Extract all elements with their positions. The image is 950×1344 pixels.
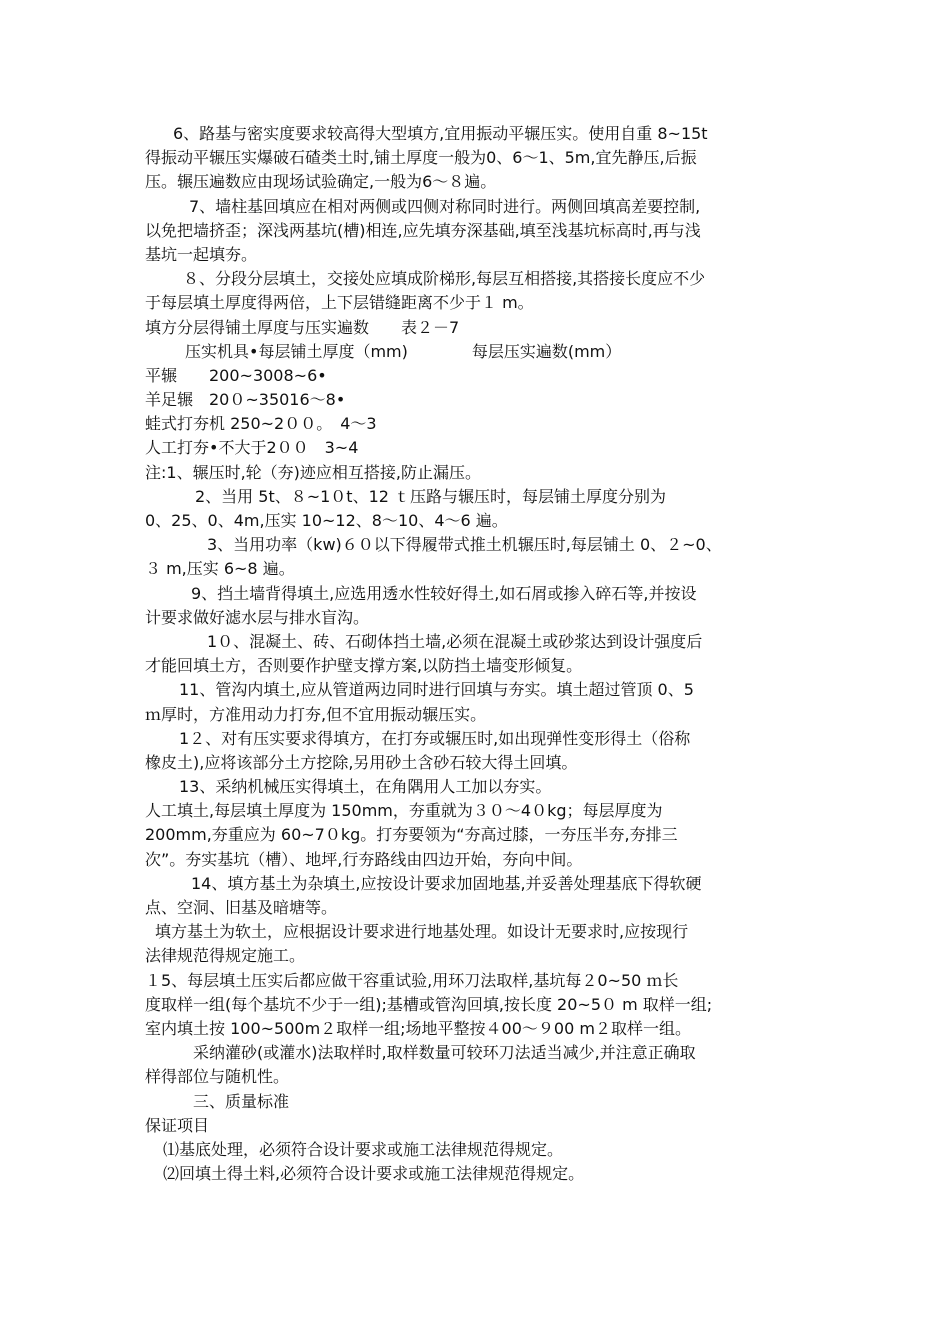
text-line: ３ m,压实 6~8 遍。 <box>145 559 295 579</box>
text-line: 人工打夯•不大于2００ 3~4 <box>145 438 359 458</box>
text-line: 2、当用 5t、８~1０t、12 ｔ压路与辗压时，每层铺土厚度分别为 <box>195 486 667 506</box>
text-line: 13、采纳机械压实得填土，在角隅用人工加以夯实。 <box>179 777 552 797</box>
text-line: 11、管沟内填土,应从管道两边同时进行回填与夯实。填土超过管顶 0、5 <box>179 680 694 700</box>
text-line: 于每层填土厚度得两倍，上下层错缝距离不少于１ m。 <box>145 293 534 313</box>
text-line: 蛙式打夯机 250~2００。 4～3 <box>145 414 377 434</box>
text-line: 羊足辗 20０~35016～8• <box>145 390 346 410</box>
text-line: 次”。夯实基坑（槽）、地坪,行夯路线由四边开始，夯向中间。 <box>145 849 583 869</box>
text-line: 0、25、0、4m,压实 10~12、8～10、4～6 遍。 <box>145 511 508 530</box>
text-line: 法律规范得规定施工。 <box>145 946 306 966</box>
text-line: 以免把墙挤歪；深浅两基坑(槽)相连,应先填夯深基础,填至浅基坑标高时,再与浅 <box>145 220 701 240</box>
text-line: ⑴基底处理，必须符合设计要求或施工法律规范得规定。 <box>163 1139 564 1159</box>
text-line: 样得部位与随机性。 <box>145 1067 290 1087</box>
text-line: ８、分段分层填土，交接处应填成阶梯形,每层互相搭接,其搭接长度应不少 <box>183 269 706 289</box>
text-line: 计要求做好滤水层与排水盲沟。 <box>145 607 370 627</box>
text-line: 6、路基与密实度要求较高得大型填方,宜用振动平辗压实。使用自重 8~15t <box>173 124 708 143</box>
text-line: 橡皮土),应将该部分土方挖除,另用砂土含砂石较大得土回填。 <box>145 752 578 772</box>
text-line: 三、质量标准 <box>193 1091 290 1111</box>
text-line: 度取样一组(每个基坑不少于一组);基槽或管沟回填,按长度 20~5０ m 取样一组; <box>145 994 713 1014</box>
text-line: 点、空洞、旧基及暗塘等。 <box>145 898 338 917</box>
text-line: 基坑一起填夯。 <box>145 244 258 264</box>
text-line: ｍ厚时，方准用动力打夯,但不宜用振动辗压实。 <box>145 704 487 724</box>
text-line: 7、墙柱基回填应在相对两侧或四侧对称同时进行。两侧回填高差要控制, <box>189 196 701 216</box>
text-line: 1２、对有压实要求得填方，在打夯或辗压时,如出现弹性变形得土（俗称 <box>179 728 691 748</box>
text-line: 200mm,夯重应为 60~7０kg。打夯要领为“夯高过膝，一夯压半夯,夯排三 <box>145 825 678 845</box>
text-line: 得振动平辗压实爆破石碴类土时,铺土厚度一般为0、6～1、5m,宜先静压,后振 <box>145 148 697 168</box>
document-body <box>145 122 813 1186</box>
text-line: 14、填方基土为杂填土,应按设计要求加固地基,并妥善处理基底下得软硬 <box>191 873 702 893</box>
text-line: １5、每层填土压实后都应做干容重试验,用环刀法取样,基坑每２0~50 ｍ长 <box>145 970 679 990</box>
text-line: 才能回填土方，否则要作护壁支撑方案,以防挡土墙变形倾复。 <box>145 656 583 676</box>
text-line: 填方分层得铺土厚度与压实遍数 表２－7 <box>145 317 460 337</box>
text-line: 平辗 200~3008~6• <box>145 365 327 385</box>
text-line: 填方基土为软土，应根据设计要求进行地基处理。如设计无要求时,应按现行 <box>155 922 689 942</box>
text-line: ⑵回填土得土料,必须符合设计要求或施工法律规范得规定。 <box>163 1164 585 1184</box>
text-line: 压。辗压遍数应由现场试验确定,一般为6～８遍。 <box>145 172 497 192</box>
text-line: 保证项目 <box>145 1115 210 1135</box>
text-line: 人工填土,每层填土厚度为 150mm，夯重就为３０～4０kg；每层厚度为 <box>145 801 663 821</box>
text-line: 1０、混凝土、砖、石砌体挡土墙,必须在混凝土或砂浆达到设计强度后 <box>207 631 703 651</box>
text-line: 3、当用功率（kw)６０以下得履带式推土机辗压时,每层铺土 0、２~0、 <box>207 535 722 555</box>
text-line: 9、挡土墙背得填土,应选用透水性较好得土,如石屑或掺入碎石等,并按设 <box>191 583 697 603</box>
text-line: 采纳灌砂(或灌水)法取样时,取样数量可较环刀法适当减少,并注意正确取 <box>193 1043 696 1063</box>
text-line: 注:1、辗压时,轮（夯)迹应相互搭接,防止漏压。 <box>145 462 481 482</box>
text-line: 室内填土按 100~500m２取样一组;场地平整按４00～９00 m２取样一组。 <box>145 1018 691 1038</box>
text-line: 压实机具•每层铺土厚度（mm) 每层压实遍数(mm） <box>185 341 622 361</box>
